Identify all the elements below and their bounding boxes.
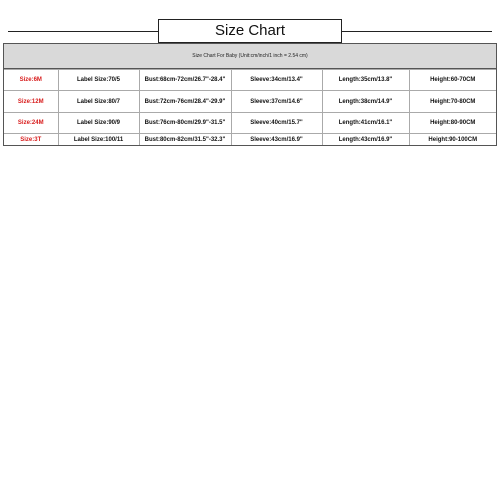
title-divider-right <box>342 31 492 32</box>
height-cell: Height:70-80CM <box>409 91 496 113</box>
length-cell: Length:43cm/16.9" <box>322 134 409 146</box>
bust-cell: Bust:72cm-76cm/28.4"-29.9" <box>139 91 231 113</box>
title-area <box>0 0 500 40</box>
sleeve-cell: Sleeve:43cm/16.9" <box>231 134 322 146</box>
table-row <box>4 113 496 134</box>
label-size-cell: Label Size:70/5 <box>58 70 139 91</box>
size-cell: Size:12M <box>4 91 58 113</box>
table-row <box>4 91 496 113</box>
height-cell: Height:90-100CM <box>409 134 496 146</box>
height-cell: Height:80-90CM <box>409 113 496 134</box>
bust-cell: Bust:76cm-80cm/29.9"-31.5" <box>139 113 231 134</box>
length-cell: Length:38cm/14.9" <box>322 91 409 113</box>
table-row <box>4 70 496 91</box>
label-size-cell: Label Size:100/11 <box>58 134 139 146</box>
length-cell: Length:35cm/13.8" <box>322 70 409 91</box>
size-cell: Size:6M <box>4 70 58 91</box>
bust-cell: Bust:68cm-72cm/26.7"-28.4" <box>139 70 231 91</box>
label-size-cell: Label Size:80/7 <box>58 91 139 113</box>
page-title: Size Chart <box>158 19 342 43</box>
label-size-cell: Label Size:90/9 <box>58 113 139 134</box>
bust-cell: Bust:80cm-82cm/31.5"-32.3" <box>139 134 231 146</box>
sleeve-cell: Sleeve:37cm/14.6" <box>231 91 322 113</box>
length-cell: Length:41cm/16.1" <box>322 113 409 134</box>
sleeve-cell: Sleeve:34cm/13.4" <box>231 70 322 91</box>
table-row <box>4 134 496 146</box>
size-chart-caption: Size Chart For Baby (Unit:cm/inch/1 inch = 2.54 cm) <box>4 44 496 69</box>
size-cell: Size:24M <box>4 113 58 134</box>
sleeve-cell: Sleeve:40cm/15.7" <box>231 113 322 134</box>
size-chart-table <box>3 43 497 146</box>
size-cell: Size:3T <box>4 134 58 146</box>
height-cell: Height:60-70CM <box>409 70 496 91</box>
title-divider-left <box>8 31 158 32</box>
size-table <box>4 69 496 145</box>
